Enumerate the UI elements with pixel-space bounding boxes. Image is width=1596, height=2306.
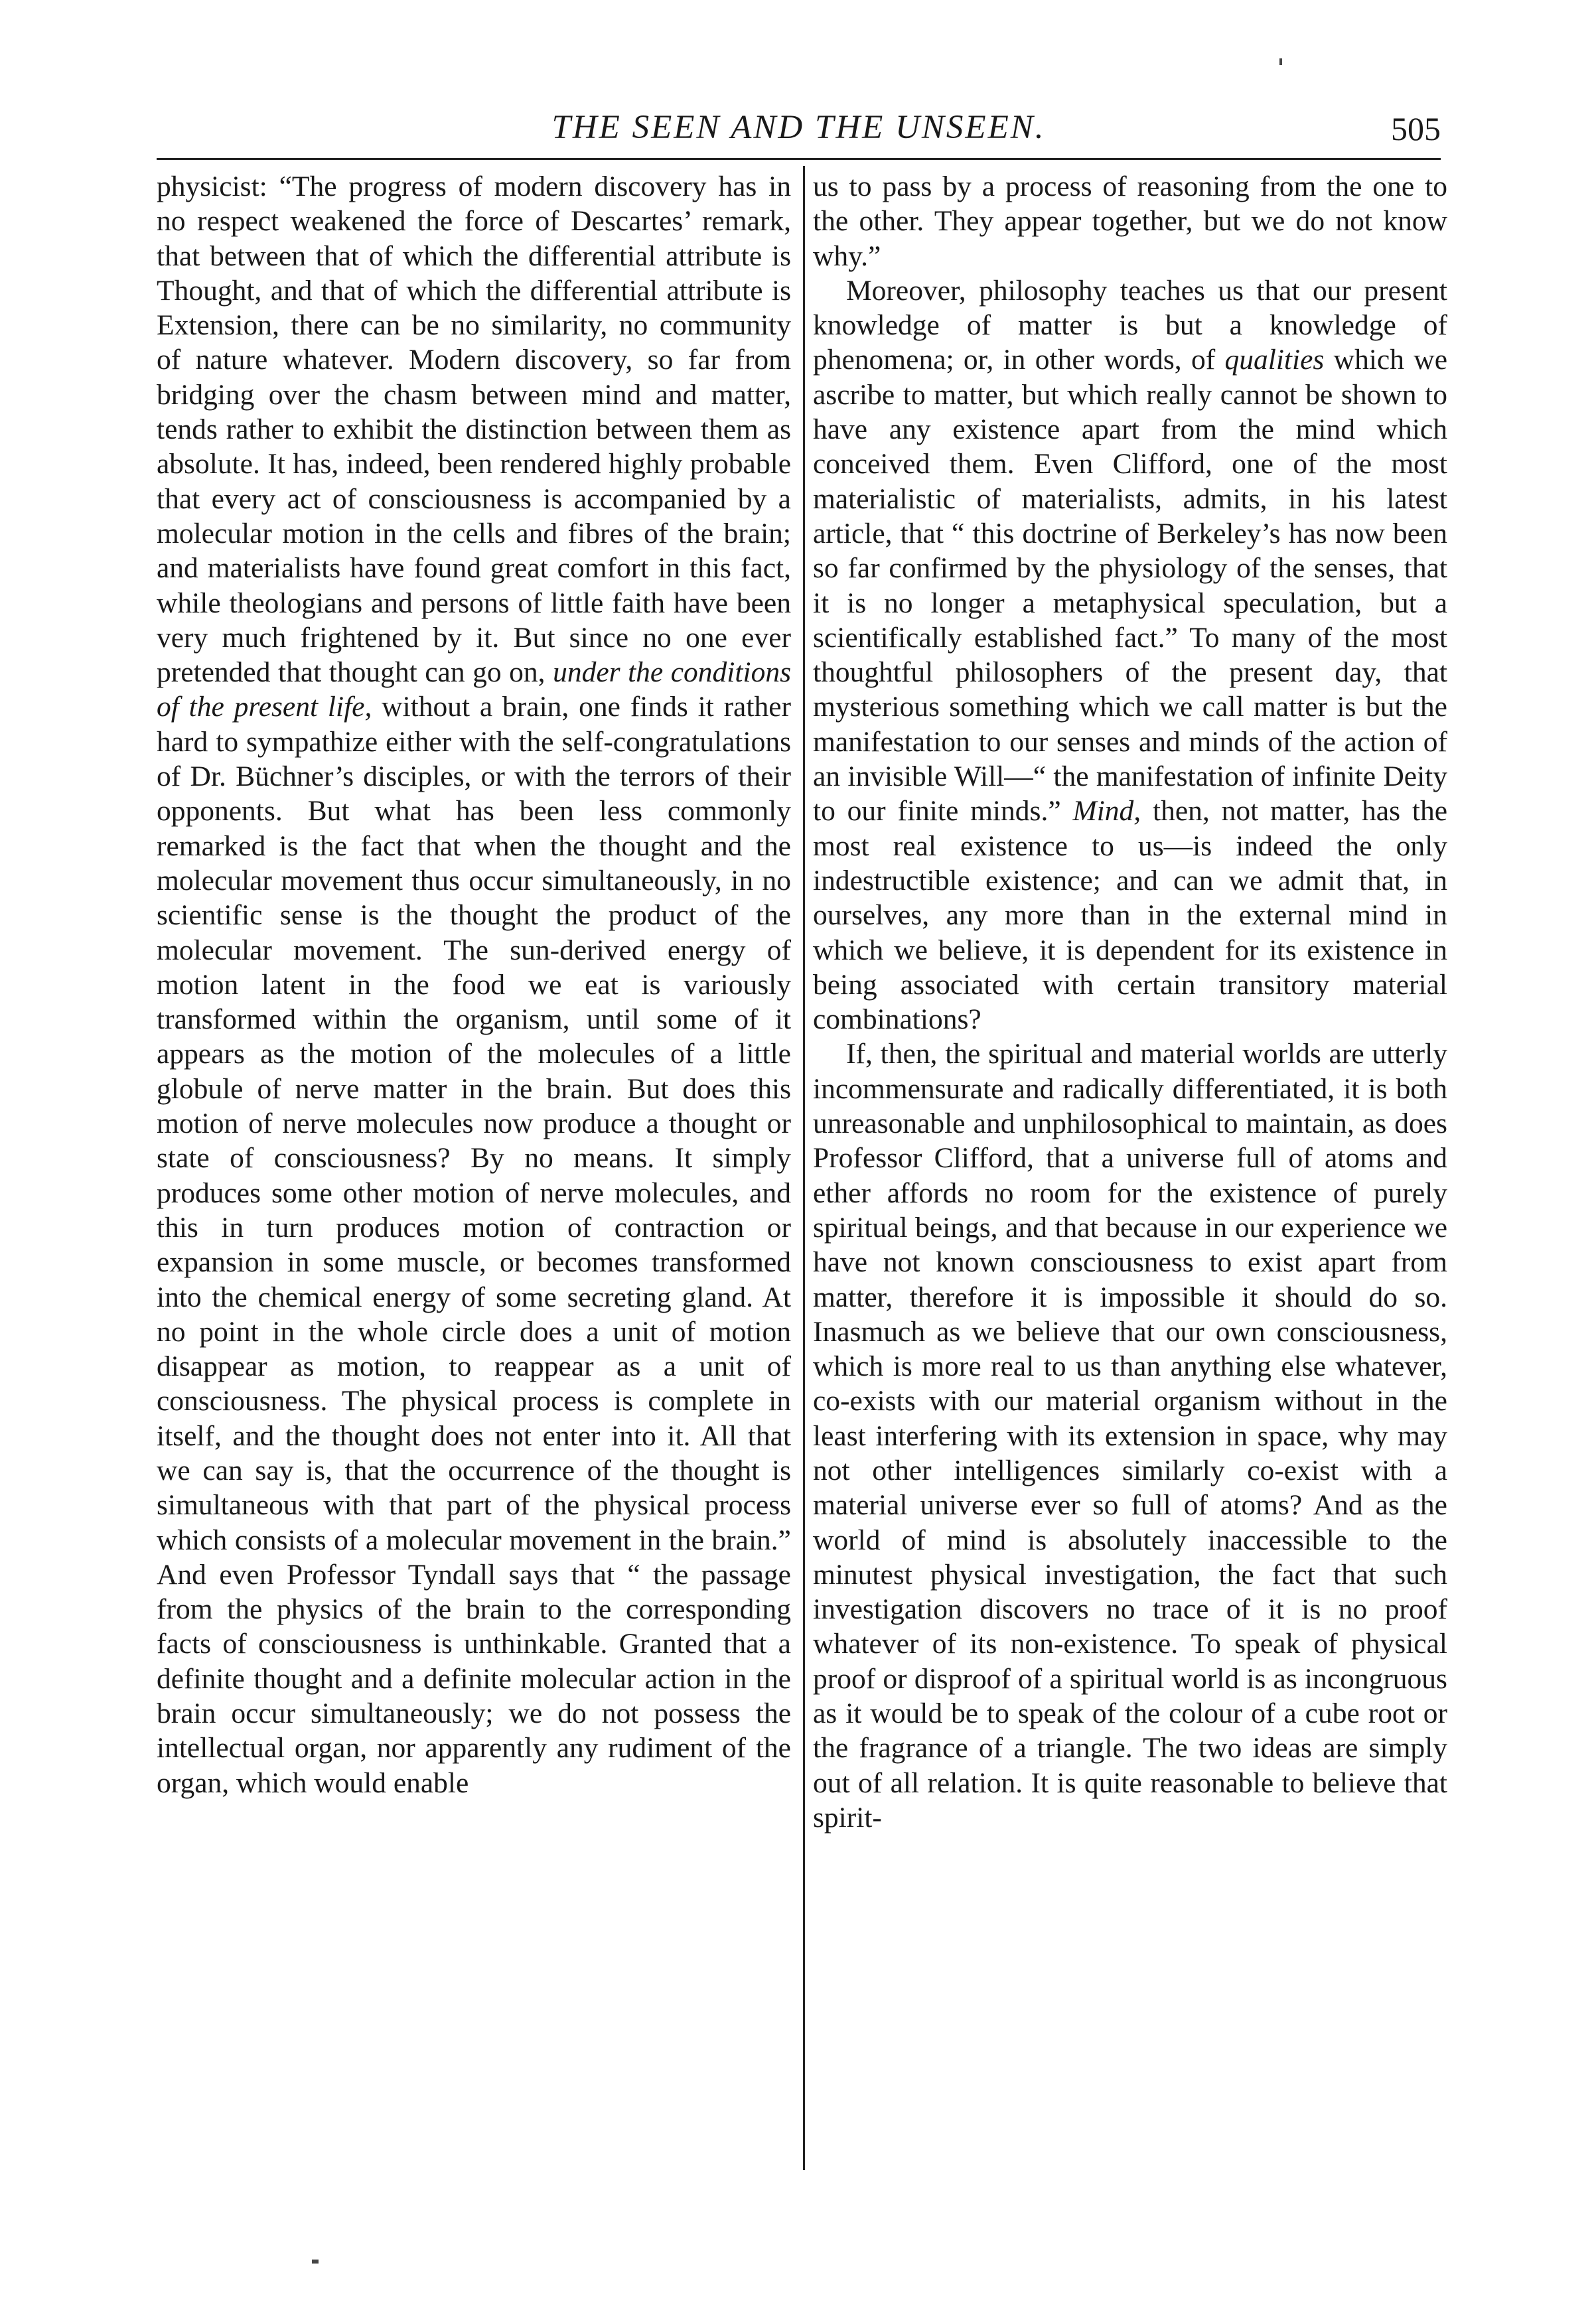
right-p2-text-2: which we ascribe to matter, but which really cannot be shown to have any existence apart from the mind which conceived them. Even Clifford, one of the most materialistic of materialists, admits, in his latest article, that “ this doctrine of Berkeley’s has now been so far confirmed by the physiology of the senses, that it is no longer a metaphysical speculation, but a scientifically established fact.” To many of the most thoughtful philosophers of the present day, that mysterious something which we call matter is but the manifestation to our senses and minds of the action of an invisible Will—“ the manifestation of infinite Deity to our finite minds.” [813, 344, 1447, 828]
stray-ink-mark [312, 2260, 319, 2264]
right-column [813, 169, 1447, 2173]
right-p2-italic-qualities: qualities [1224, 344, 1325, 376]
running-title: THE SEEN AND THE UNSEEN. [551, 109, 1046, 146]
left-p1-text-2: without a brain, one finds it rather hard to sympathize either with the self-congratulations of Dr. Büchner’s disciples, or with the terrors of their opponents. But what has been less commonly remarked is the fact that when the thought and the molecular movement thus occur simultaneously, in no scientific sense is the thought the product of the molecular movement. The sun-derived energy of motion latent in the food we eat is variously transformed within the organism, until some of it appears as the motion of the molecules of a little globule of nerve matter in the brain. But does this motion of nerve molecules now produce a thought or state of consciousness? By no means. It simply produces some other motion of nerve molecules, and this in turn produces motion of contraction or expansion in some muscle, or becomes transformed into the chemical energy of some secreting gland. At no point in the whole circle does a unit of motion disappear as motion, to reappear as a unit of consciousness. The physical process is complete in itself, and the thought does not enter into it. All that we can say is, that the occurrence of the thought is simultaneous with that part of the physical process which consists of a molecular movement in the brain.” And even Professor Tyndall says that “ the passage from the physics of the brain to the corresponding facts of consciousness is unthinkable. Granted that a definite thought and a definite molecular action in the brain occur simultaneously; we do not possess the intellectual organ, nor apparently any rudiment of the organ, which would enable [157, 691, 791, 1799]
page-number: 505 [1391, 110, 1441, 147]
right-p2-italic-mind: Mind, [1072, 795, 1141, 828]
right-paragraph-2 [813, 273, 1447, 1037]
right-paragraph-3: If, then, the spiritual and material worlds are utterly incommensurate and radically differentiated, it is both unreasonable and unphilosophical to maintain, as does Professor Clifford, that a universe full of atoms and ether affords no room for the existence of purely spiritual beings, and that because in our experience we have not known consciousness to exist apart from matter, therefore it is impossible it should do so. Inasmuch as we believe that our own consciousness, which is more real to us than anything else whatever, co-exists with our material organism without in the least interfering with its extension in space, why may not other intelligences similarly co-exist with a material universe ever so full of atoms? And as the world of mind is absolutely inaccessible to the minutest physical investigation, the fact that such investigation discovers no trace of it is no proof whatever of its non-existence. To speak of physical proof or disproof of a spiritual world is as incongruous as it would be to speak of the colour of a cube root or the fragrance of a triangle. The two ideas are simply out of all relation. It is quite reasonable to believe that spirit- [813, 1038, 1447, 1834]
left-column [157, 169, 791, 2173]
column-divider [803, 166, 805, 2170]
right-p2-text-3: then, not matter, has the most real existence to us—is indeed the only indestructible existence; and can we admit that, in ourselves, any more than in the external mind in which we believe, it is dependent for its existence in being associated with certain transitory material combinations? [813, 795, 1447, 1036]
right-p2-text-1: Moreover, philosophy teaches us that our present knowledge of matter is but a knowledge of phenomena; or, in other words, of [813, 274, 1447, 376]
left-p1-italic-phrase: under the conditions of the present life, [157, 656, 791, 723]
right-paragraph-1: us to pass by a process of reasoning from the one to the other. They appear together, but we do not know why.” [813, 171, 1447, 272]
header-rule [157, 158, 1441, 160]
running-header [157, 100, 1441, 153]
stray-ink-mark [1279, 58, 1282, 65]
left-paragraph-1 [157, 169, 791, 1800]
left-p1-text-1: physicist: “The progress of modern discovery has in no respect weakened the force of Descartes’ remark, that between that of which the differential attribute is Thought, and that of which the differential attribute is Extension, there can be no similarity, no community of nature whatever. Modern discovery, so far from bridging over the chasm between mind and matter, tends rather to exhibit the distinction between them as absolute. It has, indeed, been rendered highly probable that every act of consciousness is accompanied by a molecular motion in the cells and fibres of the brain; and materialists have found great comfort in this fact, while theologians and persons of little faith have been very much frightened by it. But since no one ever pretended that thought can go on, [157, 171, 791, 689]
